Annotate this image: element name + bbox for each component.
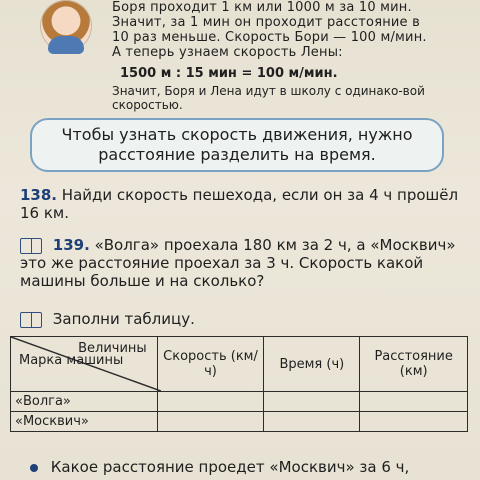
rule-text: Чтобы узнать скорость движения, нужно расстояние разделить на время. — [61, 125, 413, 164]
corner-cell — [11, 337, 158, 392]
header-distance: Расстояние (км) — [360, 337, 468, 392]
header-speed: Скорость (км/ч) — [157, 337, 264, 392]
table-header-row — [11, 337, 468, 392]
cell-empty[interactable] — [360, 392, 468, 412]
intro-line-3: 10 раз меньше. Скорость Бори — 100 м/мин. — [112, 30, 427, 45]
task-139-number: 139. — [52, 236, 90, 254]
intro-line-2: Значит, за 1 мин он проходит расстояние в — [112, 15, 420, 30]
cell-empty[interactable] — [264, 392, 360, 412]
header-time: Время (ч) — [264, 337, 360, 392]
bullet-dot-icon — [30, 464, 38, 472]
speed-calculation: 1500 м : 15 мин = 100 м/мин. — [120, 66, 338, 81]
intro-text — [112, 0, 452, 60]
bullet-question — [30, 458, 470, 476]
book-icon — [20, 238, 42, 254]
cell-empty[interactable] — [360, 412, 468, 432]
task-138-text: Найди скорость пешехода, если он за 4 ч прошёл 16 км. — [20, 186, 459, 222]
bullet-text: Какое расстояние проедет «Москвич» за 6 ч, — [50, 458, 410, 476]
table-row — [11, 412, 468, 432]
corner-label-car-brand: Марка машины — [19, 353, 124, 368]
speed-table — [10, 336, 468, 432]
task-138 — [20, 186, 470, 222]
intro-line-4: А теперь узнаем скорость Лены: — [112, 45, 343, 60]
row-label-moskvich: «Москвич» — [11, 412, 158, 432]
task-139-text: «Волга» проехала 180 км за 2 ч, а «Москвич» это же расстояние проехал за 3 ч. Скорость какой машины больше и на сколько? — [20, 236, 456, 290]
book-icon — [20, 312, 42, 328]
row-label-volga: «Волга» — [11, 392, 158, 412]
task-138-number: 138. — [20, 186, 58, 204]
corner-label-quantities: Величины — [78, 341, 147, 356]
rule-box — [30, 118, 444, 172]
shirt — [48, 36, 84, 54]
cell-empty[interactable] — [264, 412, 360, 432]
fill-table-text: Заполни таблицу. — [52, 310, 195, 328]
intro-line-1: Боря проходит 1 км или 1000 м за 10 мин. — [112, 0, 412, 15]
task-139-fill — [20, 310, 470, 328]
speed-table-wrap — [10, 336, 468, 432]
boy-illustration — [40, 0, 92, 52]
task-139 — [20, 236, 470, 290]
cell-empty[interactable] — [157, 412, 264, 432]
table-row — [11, 392, 468, 412]
conclusion-text: Значит, Боря и Лена идут в школу с одинако-вой скоростью. — [112, 84, 425, 112]
cell-empty[interactable] — [157, 392, 264, 412]
